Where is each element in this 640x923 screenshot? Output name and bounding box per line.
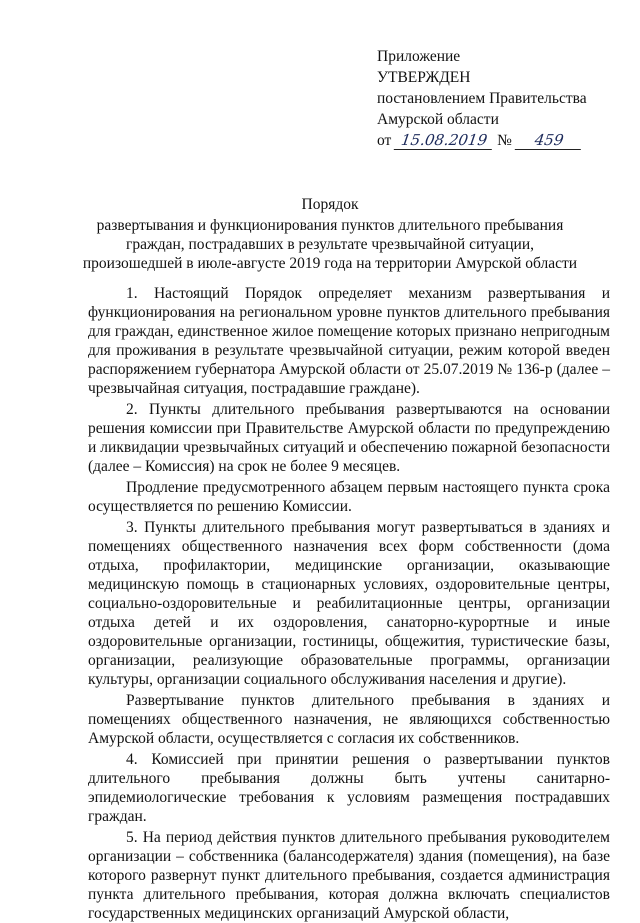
appendix-label: Приложение <box>377 48 461 65</box>
document-title <box>80 195 580 273</box>
approved-by-line: постановлением Правительства <box>377 90 587 107</box>
paragraph: Продление предусмотренного абзацем первым настоящего пункта срока осуществляется по решению Комиссии. <box>88 479 610 515</box>
handwritten-number: 459 <box>514 132 583 150</box>
date-prefix: от <box>377 132 392 149</box>
approval-block <box>377 46 587 151</box>
region-line: Амурской области <box>377 111 499 128</box>
paragraph: 3. Пункты длительного пребывания могут развертываться в зданиях и помещениях общественного назначения всех форм собственности (дома отдыха, профилактории, медицинские организации, оказывающие медицинскую помощь в стационарных условиях, оздоровительные центры, социально-оздоровительные и реабилитационные центры, организации отдыха детей и их оздоровления, санаторно-курортные и иные оздоровительные организации, гостиницы, общежития, туристические базы, организации, реализующие образовательные программы, организации культуры, организации социального обслуживания населения и другие). <box>88 519 610 688</box>
paragraph: Развертывание пунктов длительного пребывания в зданиях и помещениях общественного назначения, не являющихся собственностью Амурской области, осуществляется с согласия их собственников. <box>88 692 610 747</box>
paragraph: 4. Комиссией при принятии решения о развертывании пунктов длительного пребывания должны быть учтены санитарно-эпидемиологические требования к условиям размещения пострадавших граждан. <box>88 751 610 825</box>
document-body <box>88 284 610 923</box>
title-heading: Порядок <box>301 196 359 213</box>
approved-label: УТВЕРЖДЕН <box>377 69 471 86</box>
title-subtitle: развертывания и функционирования пунктов длительного пребывания граждан, пострадавших в результате чрезвычайной ситуации, произошедшей в июле-августе 2019 года на территории Амурской области <box>82 217 578 272</box>
date-number-line <box>377 130 587 151</box>
paragraph: 5. На период действия пунктов длительного пребывания руководителем организации – собственника (балансодержателя) здания (помещения), на базе которого развернут пункт длительного пребывания, создается администрация пункта длительного пребывания, которая должна включать специалистов государственных медицинских организаций Амурской области, <box>88 829 610 922</box>
paragraph: 2. Пункты длительного пребывания развертываются на основании решения комиссии при Правительстве Амурской области по предупреждению и ликвидации чрезвычайных ситуаций и обеспечению пожарной безопасности (далее – Комиссия) на срок не более 9 месяцев. <box>88 401 610 475</box>
number-prefix: № <box>497 132 512 149</box>
handwritten-date: 15.08.2019 <box>394 132 495 150</box>
paragraph: 1. Настоящий Порядок определяет механизм развертывания и функционирования на региональном уровне пунктов длительного пребывания для граждан, единственное жилое помещение которых признано непригодным для проживания в результате чрезвычайной ситуации, режим которой введен распоряжением губернатора Амурской области от 25.07.2019 № 136-р (далее – чрезвычайная ситуация, пострадавшие граждане). <box>88 285 610 397</box>
